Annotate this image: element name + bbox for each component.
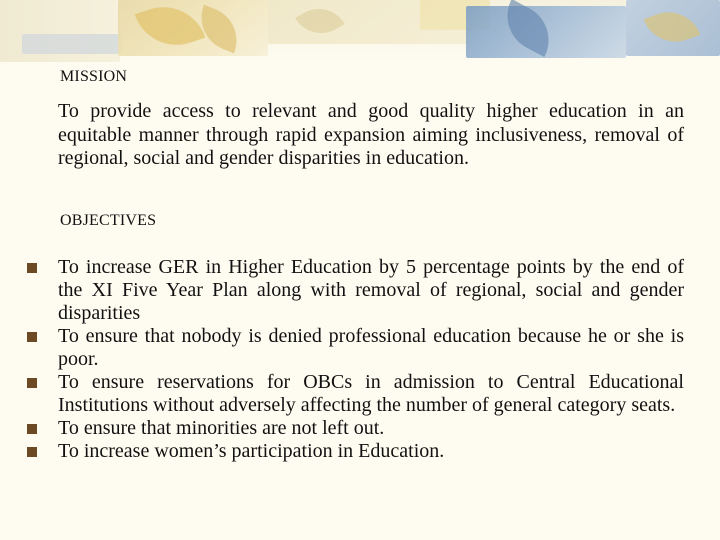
square-bullet-icon (27, 263, 37, 273)
square-bullet-icon (27, 378, 37, 388)
list-item (0, 417, 720, 440)
objective-text: To ensure that nobody is denied professional education because he or she is poor. (58, 325, 684, 370)
objective-text: To ensure reservations for OBCs in admission to Central Educational Institutions without adversely affecting the number of general category seats. (58, 371, 684, 416)
mission-text: To provide access to relevant and good quality higher education in an equitable manner through rapid expansion aiming inclusiveness, removal of regional, social and gender disparities in education. (58, 100, 684, 169)
list-item (0, 256, 720, 325)
objectives-list (0, 256, 720, 463)
square-bullet-icon (27, 424, 37, 434)
objective-text: To increase GER in Higher Education by 5 percentage points by the end of the XI Five Year Plan along with removal of regional, social and gender disparities (58, 256, 684, 324)
list-item (0, 440, 720, 463)
objectives-heading: OBJECTIVES (60, 212, 157, 229)
list-item (0, 325, 720, 371)
mission-heading: MISSION (60, 68, 128, 85)
square-bullet-icon (27, 447, 37, 457)
square-bullet-icon (27, 332, 37, 342)
list-item (0, 371, 720, 417)
objective-text: To ensure that minorities are not left out. (58, 417, 385, 439)
decorative-banner (0, 0, 720, 62)
objective-text: To increase women’s participation in Education. (58, 440, 445, 462)
